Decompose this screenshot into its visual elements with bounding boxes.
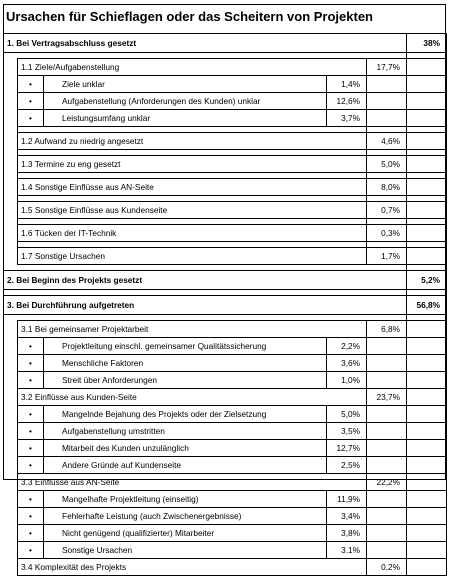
category-row	[4, 179, 447, 196]
category-label: 3.3 Einflüsse aus AN-Seite	[18, 474, 367, 491]
category-label: 1.6 Tücken der IT-Technik	[18, 225, 367, 242]
item-label: Menschliche Faktoren	[44, 355, 327, 372]
item-label: Andere Gründe auf Kundenseite	[44, 457, 327, 474]
item-label: Mangelnde Bejahung des Projekts oder der Zielsetzung	[44, 406, 327, 423]
bullet-icon: •	[18, 406, 44, 423]
item-row	[4, 457, 447, 474]
category-label: 3.4 Komplexität des Projekts	[18, 559, 367, 576]
category-label: 3.2 Einflüsse aus Kunden-Seite	[18, 389, 367, 406]
category-value: 6,8%	[367, 321, 407, 338]
category-value: 22,2%	[367, 474, 407, 491]
bullet-icon: •	[18, 542, 44, 559]
category-value: 8,0%	[367, 179, 407, 196]
item-value: 3,4%	[327, 508, 367, 525]
category-row	[4, 202, 447, 219]
item-row	[4, 93, 447, 110]
category-label: 1.2 Aufwand zu niedrig angesetzt	[18, 133, 367, 150]
category-row	[4, 321, 447, 338]
section-value: 5,2%	[407, 271, 447, 290]
item-label: Mangelhafte Projektleitung (einseitig)	[44, 491, 327, 508]
item-row	[4, 110, 447, 127]
category-value: 23,7%	[367, 389, 407, 406]
bullet-icon: •	[18, 525, 44, 542]
section-value: 38%	[407, 34, 447, 53]
section-label: 1. Bei Vertragsabschluss gesetzt	[4, 34, 407, 53]
bullet-icon: •	[18, 372, 44, 389]
bullet-icon: •	[18, 491, 44, 508]
bullet-icon: •	[18, 76, 44, 93]
category-row	[4, 559, 447, 576]
item-value: 1,4%	[327, 76, 367, 93]
item-value: 3,7%	[327, 110, 367, 127]
item-value: 2,5%	[327, 457, 367, 474]
bullet-icon: •	[18, 508, 44, 525]
item-label: Fehlerhafte Leistung (auch Zwischenergebnisse)	[44, 508, 327, 525]
section-row	[4, 296, 447, 315]
item-row	[4, 423, 447, 440]
item-label: Aufgabenstellung (Anforderungen des Kunden) unklar	[44, 93, 327, 110]
item-row	[4, 372, 447, 389]
category-value: 4,6%	[367, 133, 407, 150]
item-label: Projektleitung einschl. gemeinsamer Qualitätssicherung	[44, 338, 327, 355]
item-value: 3.1%	[327, 542, 367, 559]
item-row	[4, 542, 447, 559]
item-row	[4, 525, 447, 542]
item-value: 2,2%	[327, 338, 367, 355]
category-value: 17,7%	[367, 59, 407, 76]
category-value: 1,7%	[367, 248, 407, 265]
section-row	[4, 271, 447, 290]
category-label: 1.4 Sonstige Einflüsse aus AN-Seite	[18, 179, 367, 196]
item-label: Ziele unklar	[44, 76, 327, 93]
item-value: 3,8%	[327, 525, 367, 542]
item-value: 1,0%	[327, 372, 367, 389]
bullet-icon: •	[18, 355, 44, 372]
item-row	[4, 76, 447, 93]
category-value: 0,2%	[367, 559, 407, 576]
item-row	[4, 491, 447, 508]
item-label: Streit über Anforderungen	[44, 372, 327, 389]
category-row	[4, 156, 447, 173]
item-label: Aufgabenstellung umstritten	[44, 423, 327, 440]
category-row	[4, 389, 447, 406]
category-row	[4, 133, 447, 150]
bullet-icon: •	[18, 457, 44, 474]
category-label: 1.5 Sonstige Einflüsse aus Kundenseite	[18, 202, 367, 219]
category-label: 1.3 Termine zu eng gesetzt	[18, 156, 367, 173]
bullet-icon: •	[18, 423, 44, 440]
category-value: 0,3%	[367, 225, 407, 242]
item-value: 12,6%	[327, 93, 367, 110]
category-value: 0,7%	[367, 202, 407, 219]
category-label: 3.1 Bei gemeinsamer Projektarbeit	[18, 321, 367, 338]
section-row	[4, 34, 447, 53]
item-row	[4, 406, 447, 423]
item-row	[4, 508, 447, 525]
item-value: 12,7%	[327, 440, 367, 457]
item-value: 11,9%	[327, 491, 367, 508]
category-label: 1.1 Ziele/Aufgabenstellung	[18, 59, 367, 76]
category-row	[4, 59, 447, 76]
category-row	[4, 225, 447, 242]
bullet-icon: •	[18, 93, 44, 110]
item-label: Nicht genügend (qualifizierter) Mitarbeiter	[44, 525, 327, 542]
item-value: 3,6%	[327, 355, 367, 372]
item-value: 3,5%	[327, 423, 367, 440]
category-row	[4, 474, 447, 491]
section-label: 3. Bei Durchführung aufgetreten	[4, 296, 407, 315]
item-label: Leistungsumfang unklar	[44, 110, 327, 127]
category-label: 1.7 Sonstige Ursachen	[18, 248, 367, 265]
bullet-icon: •	[18, 338, 44, 355]
item-row	[4, 355, 447, 372]
item-row	[4, 440, 447, 457]
bullet-icon: •	[18, 110, 44, 127]
causes-table	[3, 33, 447, 576]
bullet-icon: •	[18, 440, 44, 457]
category-value: 5,0%	[367, 156, 407, 173]
item-label: Sonstige Ursachen	[44, 542, 327, 559]
section-label: 2. Bei Beginn des Projekts gesetzt	[4, 271, 407, 290]
page-title: Ursachen für Schieflagen oder das Scheitern von Projekten	[6, 9, 373, 24]
item-label: Mitarbeit des Kunden unzulänglich	[44, 440, 327, 457]
category-row	[4, 248, 447, 265]
section-value: 56,8%	[407, 296, 447, 315]
item-value: 5,0%	[327, 406, 367, 423]
item-row	[4, 338, 447, 355]
